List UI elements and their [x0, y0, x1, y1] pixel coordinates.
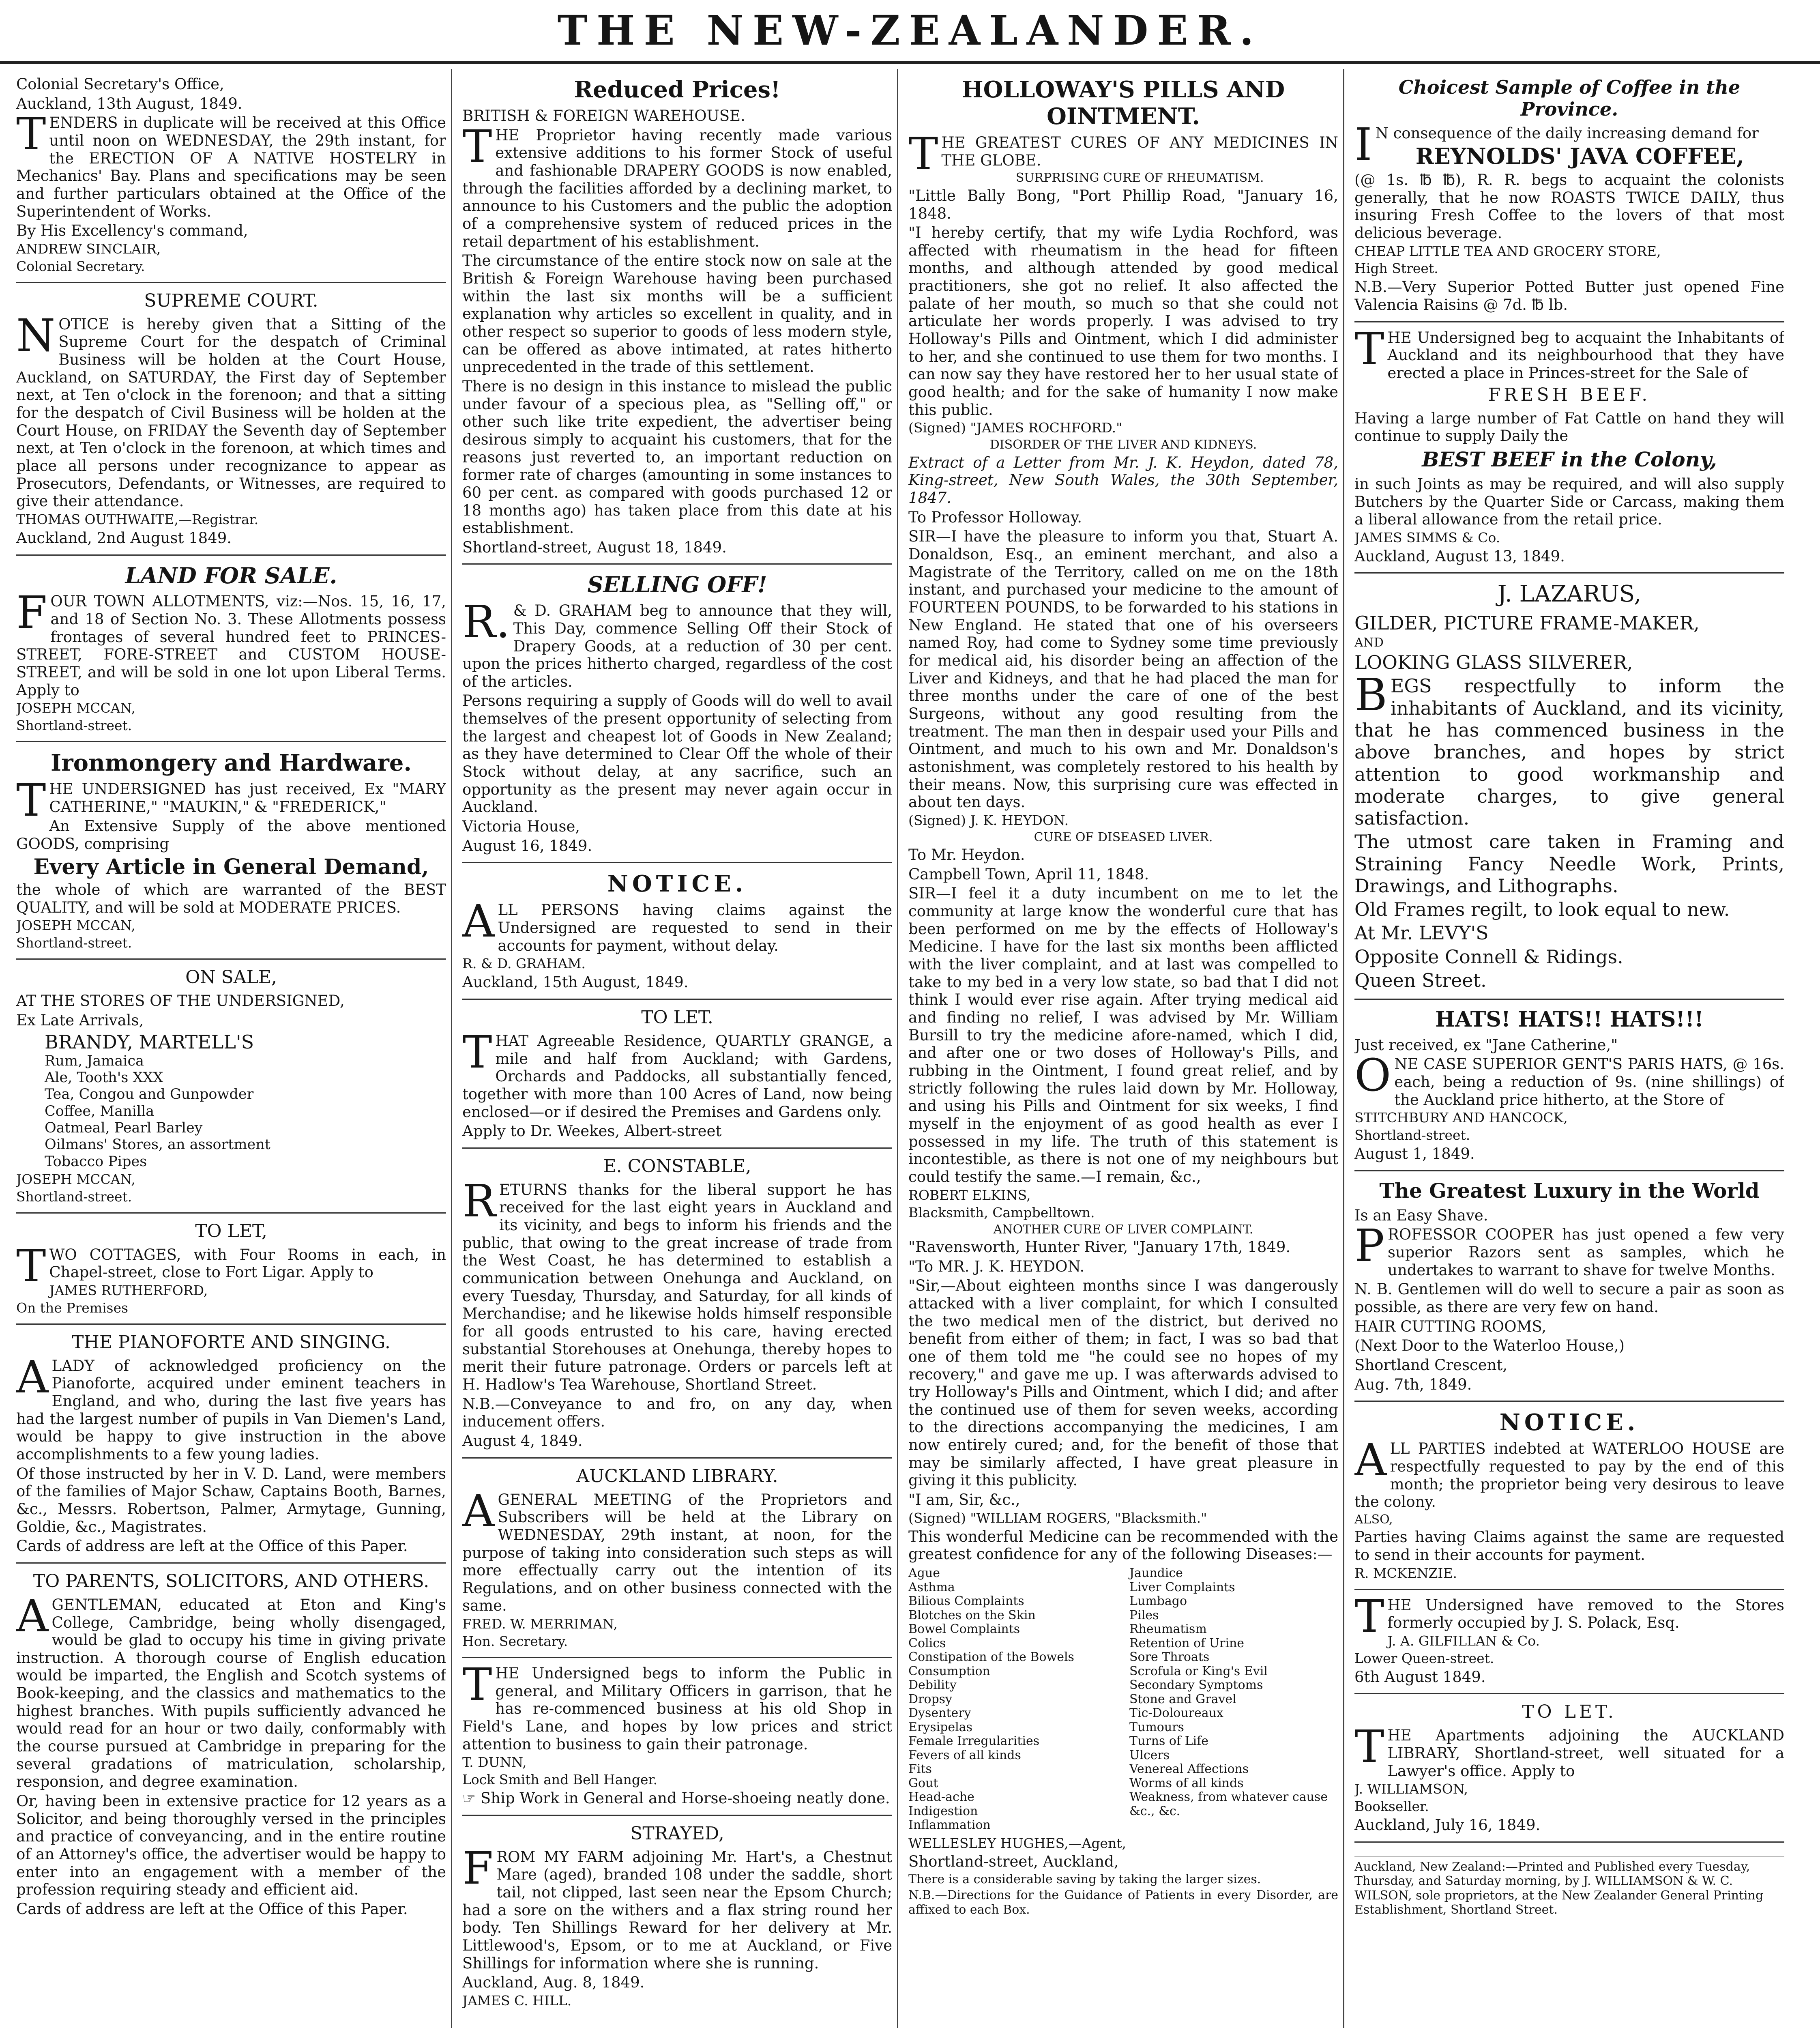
disease-item: Dysentery [908, 1706, 971, 1720]
ad-date: August 16, 1849. [462, 837, 592, 855]
disease-item: Ague [908, 1566, 940, 1580]
ad-notice-graham [462, 863, 892, 1000]
ad-subheading: ALSO, [1354, 1512, 1393, 1527]
ad-address: (Next Door to the Waterloo House,) [1354, 1337, 1625, 1355]
ad-signature: Shortland-street. [16, 718, 132, 734]
ad-date: Auckland, 2nd August 1849. [16, 529, 232, 547]
ad-body: N. B. Gentlemen will do well to secure a pair as soon as possible, as there are very few on hand. [1354, 1280, 1784, 1316]
ad-parents-solicitors [16, 1564, 446, 1925]
ad-date: Auckland, 15th August, 1849. [462, 973, 689, 991]
testimonial-body: "I hereby certify, that my wife Lydia Rochford, was affected with rheumatism in the head for fifteen months, and although attended by good medical practitioners, she got no relief. It also affected the palate of her mouth, so much so that she could not articulate her words properly. I was advised to try Holloway's Pills and Ointment, which I did administer to her, and she continued to use them for two months. I can now say they have restored her to her usual state of good health; and for the sake of humanity I now make this public. [908, 224, 1338, 419]
ad-body: N.B.—Very Superior Potted Butter just opened Fine Valencia Raisins @ 7d. ℔ lb. [1354, 278, 1784, 314]
ad-signature: JAMES RUTHERFORD, [49, 1282, 208, 1298]
ad-date: Auckland, July 16, 1849. [1354, 1816, 1541, 1834]
disease-item: Tumours [1129, 1720, 1184, 1734]
testimonial-signature: ROBERT ELKINS, [908, 1187, 1031, 1203]
note: There is a considerable saving by taking the larger sizes. [908, 1872, 1261, 1887]
ad-holloways [908, 69, 1338, 1924]
ad-supreme-court [16, 283, 446, 556]
ad-body: THAT Agreeable Residence, QUARTLY GRANGE, a mile and half from Auckland; with Gardens, Orchards and Paddocks, all substantially fenced, together with more than 100 Acres of Land, now being enclosed—or if desired the Premises and Gardens only. [462, 1026, 892, 1121]
ad-line: By His Excellency's command, [16, 222, 248, 240]
ad-body: There is no design in this instance to mislead the public under favour of a specious plea, as "Selling off," or other such like trite expedient, the advertiser being desirous simply to acquaint his customers, that for the reasons just reverted to, an important reduction on former rate of charges (amounting in some instances to 60 per cent. as compared with goods purchased 12 or 18 months ago) has taken place from this date at his establishment. [462, 377, 892, 537]
ad-heading: NOTICE. [607, 870, 747, 898]
ad-body: Apply to Dr. Weekes, Albert-street [462, 1122, 722, 1140]
ad-body: TWO COTTAGES, with Four Rooms in each, in Chapel-street, close to Fort Ligar. Apply to [16, 1240, 446, 1292]
ad-heading: STRAYED, [630, 1823, 724, 1844]
list-item: Ale, Tooth's XXX [45, 1070, 163, 1086]
ad-subheading: Ex Late Arrivals, [16, 1011, 144, 1029]
newspaper-title: THE NEW-ZEALANDER. [557, 6, 1263, 54]
ad-signature: JOSEPH MCCAN, [16, 700, 135, 716]
ad-signature: JOSEPH MCCAN, [16, 1171, 135, 1187]
ad-lazarus-gilder [1354, 574, 1784, 1000]
list-item: Oatmeal, Pearl Barley [45, 1119, 203, 1136]
ad-body: FOUR TOWN ALLOTMENTS, viz:—Nos. 15, 16, 17, and 18 of Section No. 3. These Allotments possess frontages of several hundred feet to PRINCES-STREET, FORE-STREET and CUSTOM HOUSE-STREET, and will be sold in one lot upon Liberal Terms. Apply to [16, 586, 446, 699]
disease-item: Ulcers [1129, 1748, 1170, 1762]
disease-item: Indigestion [908, 1804, 978, 1818]
ad-date: Shortland-street, August 18, 1849. [462, 538, 727, 556]
ad-subheading: AT THE STORES OF THE UNDERSIGNED, [16, 992, 345, 1010]
ad-signature: FRED. W. MERRIMAN, [462, 1616, 618, 1632]
ad-java-coffee [1354, 69, 1784, 322]
testimonial-body: SIR—I have the pleasure to inform you that, Stuart A. Donaldson, Esq., an eminent merchant, and also a Magistrate of the Territory, called on me on the 18th instant, and purchased your medicine to the amount of FOURTEEN POUNDS, to be forwarded to his stations in New England. He stated that one of his overseers named Roy, had come to Sydney some time previously for medical aid, his disorder being an affection of the Liver and Kidneys, and that he had placed the man for three months under the care of one of the best Surgeons, without any good resulting from the treatment. The man then in despair used your Pills and Ointment, and much to his own and Mr. Donaldson's astonishment, was completely restored to his health by their means. Now, this surprising cure was effected in about ten days. [908, 528, 1338, 811]
disease-item: &c., &c. [1129, 1804, 1180, 1818]
ad-heading: TO LET. [641, 1007, 713, 1028]
ad-signature: T. DUNN, [462, 1754, 527, 1770]
testimonial-signature: (Signed) "JAMES ROCHFORD." [908, 420, 1122, 436]
ad-heading: SELLING OFF! [587, 571, 767, 598]
disease-item: Venereal Affections [1129, 1762, 1249, 1776]
ad-body: ALL PARTIES indebted at WATERLOO HOUSE are respectfully requested to pay by the end of this month; the proprietor being very desirous to leave the colony. [1354, 1434, 1784, 1511]
ad-auckland-library [462, 1459, 892, 1658]
ad-signature: Lower Queen-street. [1354, 1650, 1494, 1666]
column-rule [1343, 69, 1344, 2028]
disease-item: Rheumatism [1129, 1622, 1207, 1636]
ad-heading: Choicest Sample of Coffee in the Province. [1398, 76, 1741, 120]
ad-display-line: Every Article in General Demand, [33, 854, 429, 879]
list-item: Coffee, Manilla [45, 1103, 155, 1119]
testimonial-heading: DISORDER OF THE LIVER AND KIDNEYS. [989, 438, 1257, 452]
ad-heading: SUPREME COURT. [144, 290, 318, 311]
ad-body: THE Undersigned begs to inform the Public in general, and Military Officers in garrison, that he has re-commenced business at his old Shop in Field's Lane, and hopes by low prices and strict attention to business to gain their patronage. [462, 1658, 892, 1753]
ad-notice-waterloo [1354, 1402, 1784, 1590]
disease-item: Liver Complaints [1129, 1580, 1235, 1594]
ad-heading: Ironmongery and Hardware. [50, 750, 412, 777]
ad-body: Of those instructed by her in V. D. Land, were members of the families of Major Schaw, Captains Booth, Barnes, &c., Messrs. Robertson, Palmer, Armytage, Gunning, Goldie, &c., Magistrates. [16, 1465, 446, 1536]
ad-to-let-cottages [16, 1214, 446, 1325]
ad-subheading: LOOKING GLASS SILVERER, [1354, 651, 1633, 674]
ad-body: FROM MY FARM adjoining Mr. Hart's, a Chestnut Mare (aged), branded 108 under the saddle, short tail, not clipped, last seen near the Epsom Church; had a sore on the withers and a flax string round her body. Ten Shillings Reward for her delivery at Mr. Littlewood's, Epsom, or to me at Auckland, or Five Shillings for information where she is running. [462, 1842, 892, 1972]
column-2 [462, 69, 892, 2028]
ad-body: An Extensive Supply of the above mentioned GOODS, comprising [16, 817, 446, 853]
ad-body: ☞ Ship Work in General and Horse-shoeing neatly done. [462, 1790, 890, 1807]
disease-item: Tic-Doloureaux [1129, 1706, 1223, 1720]
testimonial-close: "I am, Sir, &c., [908, 1491, 1020, 1509]
disease-item: Sore Throats [1129, 1650, 1210, 1664]
testimonial-address: Campbell Town, April 11, 1848. [908, 865, 1149, 883]
ad-signature: JOSEPH MCCAN, [16, 917, 135, 934]
ad-body: THE Undersigned have removed to the Stores formerly occupied by J. S. Polack, Esq. [1354, 1590, 1784, 1642]
ad-selling-off [462, 565, 892, 863]
disease-item: Turns of Life [1129, 1734, 1208, 1748]
ad-display-line: BEST BEEF in the Colony, [1422, 447, 1717, 471]
ad-signature: THOMAS OUTHWAITE,—Registrar. [16, 511, 259, 527]
disease-item: Lumbago [1129, 1594, 1187, 1608]
testimonial-address: "Little Bally Bong, "Port Phillip Road, "January 16, 1848. [908, 187, 1338, 222]
ad-body: The utmost care taken in Framing and Straining Fancy Needle Work, Prints, Drawings, and Lithographs. [1354, 831, 1784, 897]
testimonial-intro: Extract of a Letter from Mr. J. K. Heydon, dated 78, King-street, New South Wales, the 30th September, 1847. [908, 453, 1338, 507]
disease-item: Debility [908, 1678, 957, 1692]
disease-item: Weakness, from whatever cause [1129, 1790, 1328, 1804]
masthead [0, 0, 1820, 64]
disease-item: Retention of Urine [1129, 1636, 1245, 1650]
ad-body: ALL PERSONS having claims against the Undersigned are requested to send in their accounts for payment, without delay. [462, 895, 892, 954]
ad-date: Auckland, August 13, 1849. [1354, 547, 1565, 565]
ad-body: N.B.—Conveyance to and fro, on any day, when inducement offers. [462, 1395, 892, 1431]
ad-body: Old Frames regilt, to look equal to new. [1354, 898, 1730, 921]
ad-subheading: GILDER, PICTURE FRAME-MAKER, [1354, 612, 1700, 634]
ad-signature: Shortland-street. [16, 935, 132, 951]
disease-item: Stone and Gravel [1129, 1692, 1236, 1706]
list-item: BRANDY, MARTELL'S [45, 1031, 254, 1053]
ad-heading: Reduced Prices! [574, 76, 781, 103]
ad-body: Having a large number of Fat Cattle on hand they will continue to supply Daily the [1354, 409, 1784, 445]
goods-list [16, 1031, 446, 1170]
ad-date: Aug. 7th, 1849. [1354, 1375, 1472, 1393]
ad-date: Auckland, Aug. 8, 1849. [462, 1974, 645, 1991]
ad-address: At Mr. LEVY'S [1354, 922, 1489, 944]
ad-subheading: BRITISH & FOREIGN WAREHOUSE. [462, 107, 745, 125]
testimonial-signature: (Signed) J. K. HEYDON. [908, 812, 1069, 828]
ad-land-for-sale [16, 556, 446, 743]
ad-signature: High Street. [1354, 260, 1438, 277]
disease-item: Dropsy [908, 1692, 953, 1706]
testimonial-heading: CURE OF DISEASED LIVER. [1034, 830, 1213, 844]
ad-body: Cards of address are left at the Office of this Paper. [16, 1537, 408, 1555]
ad-ironmongery [16, 742, 446, 960]
diseases-intro: This wonderful Medicine can be recommended with the greatest confidence for any of the following Diseases:— [908, 1527, 1338, 1563]
ad-body: ALADY of acknowledged proficiency on the Pianoforte, acquired under eminent teachers in England, and who, during the last five years has had the largest number of pupils in Van Diemen's Land, would be happy to give instruction in the above accomplishments to a few young ladies. [16, 1351, 446, 1463]
ad-signature: Bookseller. [1354, 1798, 1429, 1815]
ad-date: 6th August 1849. [1354, 1668, 1486, 1686]
ad-body: Cards of address are left at the Office of this Paper. [16, 1900, 408, 1918]
ad-heading: NOTICE. [1499, 1409, 1640, 1436]
testimonial-heading: ANOTHER CURE OF LIVER COMPLAINT. [993, 1222, 1253, 1237]
testimonial-address: "Ravensworth, Hunter River, "January 17th, 1849. [908, 1238, 1291, 1256]
testimonial-signature: (Signed) "WILLIAM ROGERS, "Blacksmith." [908, 1510, 1207, 1526]
testimonial-body: "Sir,—About eighteen months since I was dangerously attacked with a liver complaint, for which I consulted the two medical men of the district, but derived no benefit from either of them; in fact, I was so bad that one of them told me "he could see no hopes of my recovery," and gave me up. I was afterwards advised to try Holloway's Pills and Ointment, which I did; and after the continued use of them for seven weeks, according to the directions accompanying the medicines, I am now entirely cured; and, for the benefit of those that may be similarly affected, I have great pleasure in giving it this publicity. [908, 1277, 1338, 1489]
disease-item: Bilious Complaints [908, 1594, 1024, 1608]
ad-body: the whole of which are warranted of the BEST QUALITY, and will be sold at MODERATE PRICES. [16, 881, 446, 916]
ad-hats [1354, 1000, 1784, 1171]
ad-date: Auckland, 13th August, 1849. [16, 95, 243, 112]
ad-heading: THE PIANOFORTE AND SINGING. [72, 1332, 391, 1353]
ad-subheading: Is an Easy Shave. [1354, 1206, 1488, 1224]
agent-address: Shortland-street, Auckland, [908, 1853, 1119, 1871]
ad-heading: HOLLOWAY'S PILLS AND OINTMENT. [962, 76, 1285, 130]
ad-signature: R. MCKENZIE. [1354, 1565, 1457, 1581]
ad-body: R.& D. GRAHAM beg to announce that they will, This Day, commence Selling Off their Stock of Drapery Goods, at a reduction of 30 per cent. upon the prices hitherto charged, regardless of the cost of the articles. [462, 596, 892, 690]
ad-heading: AUCKLAND LIBRARY. [576, 1465, 778, 1487]
disease-item: Consumption [908, 1664, 990, 1678]
ad-gilfillan [1354, 1590, 1784, 1695]
ad-heading: The Greatest Luxury in the World [1379, 1178, 1760, 1203]
ad-address: HAIR CUTTING ROOMS, [1354, 1317, 1547, 1335]
ad-heading: HATS! HATS!! HATS!!! [1435, 1007, 1704, 1032]
printer-imprint: Auckland, New Zealand:—Printed and Published every Tuesday, Thursday, and Saturday morning, by J. WILLIAMSON & W. C. WILSON, sole proprietors, at the New Zealander General Printing Establishment, Shortland Street. [1354, 1855, 1784, 1917]
ad-heading: J. LAZARUS, [1497, 581, 1642, 608]
testimonial-heading: SURPRISING CURE OF RHEUMATISM. [1015, 171, 1264, 185]
ad-heading: ON SALE, [185, 967, 277, 988]
ad-body: PROFESSOR COOPER has just opened a few very superior Razors sent as samples, which he undertakes to warrant to shave for twelve Months. [1354, 1220, 1784, 1279]
ad-signature: R. & D. GRAHAM. [462, 956, 586, 972]
ad-signature: CHEAP LITTLE TEA AND GROCERY STORE, [1354, 243, 1661, 259]
ad-signature: STITCHBURY AND HANCOCK, [1354, 1110, 1568, 1126]
ad-address: Shortland Crescent, [1354, 1356, 1508, 1374]
testimonial-address: To Mr. Heydon. [908, 846, 1025, 864]
agent-signature: WELLESLEY HUGHES,—Agent, [908, 1835, 1127, 1851]
testimonial-address: To Professor Holloway. [908, 508, 1082, 526]
ad-date: August 4, 1849. [462, 1432, 583, 1450]
ad-pianoforte [16, 1325, 446, 1564]
ad-easy-shave [1354, 1171, 1784, 1402]
ad-subheading: AND [1354, 635, 1384, 650]
ad-body: AGENERAL MEETING of the Proprietors and Subscribers will be held at the Library on WEDNESDAY, 29th instant, at noon, for the purpose of taking into consideration such steps as will more effectually carry out the intention of its Regulations, and on other business connected with the same. [462, 1484, 892, 1615]
column-rule [897, 69, 898, 2028]
disease-item: Fits [908, 1762, 932, 1776]
ad-body: Parties having Claims against the same are requested to send in their accounts for payment. [1354, 1528, 1784, 1564]
disease-item: Piles [1129, 1608, 1159, 1622]
disease-item: Bowel Complaints [908, 1622, 1020, 1636]
testimonial-address: "To MR. J. K. HEYDON. [908, 1257, 1085, 1275]
ad-on-sale [16, 960, 446, 1213]
ad-body: RETURNS thanks for the liberal support he has received for the last eight years in Auckland and its vicinity, and begs to inform his friends and the public, that owing to the great increase of trade from the West Coast, he has determined to establish a communication between Onehunga and Auckland, on every Tuesday, Thursday, and Saturday, for all kinds of Merchandise; and he likewise holds himself responsible for all goods entrusted to his care, having erected substantial Storehouses at Onehunga, thereby hopes to merit their future patronage. Orders or parcels left at H. Hadlow's Tea Warehouse, Shortland Street. [462, 1175, 892, 1393]
disease-item: Head-ache [908, 1790, 974, 1804]
note: N.B.—Directions for the Guidance of Patients in every Disorder, are affixed to each Box. [908, 1888, 1338, 1917]
ad-body: NOTICE is hereby given that a Sitting of the Supreme Court for the despatch of Criminal Business will be holden at the Court House, Auckland, on SATURDAY, the First day of September next, at Ten o'clock in the forenoon; and that a sitting for the despatch of Civil Business will be holden at the Court House, on FRIDAY the Seventh day of September next, at Ten o'clock in the forenoon, at which times and place all persons under recognizance to appear as Prosecutors, Defendants, or Witnesses, are required to give their attendance. [16, 309, 446, 510]
disease-item: Jaundice [1129, 1566, 1183, 1580]
ad-body: THE UNDERSIGNED has just received, Ex "MARY CATHERINE," "MAUKIN," & "FREDERICK," [16, 774, 446, 827]
ad-signature: Shortland-street. [16, 1188, 132, 1205]
ad-body: in such Joints as may be required, and will also supply Butchers by the Quarter Side or Carcass, making them a liberal allowance from the retail price. [1354, 475, 1784, 528]
column-1 [16, 69, 446, 2028]
list-item: Tea, Congou and Gunpowder [45, 1086, 254, 1103]
ad-display-line: FRESH BEEF. [1488, 384, 1651, 405]
list-item: Rum, Jamaica [45, 1053, 144, 1069]
ad-body: TENDERS in duplicate will be received at this Office until noon on WEDNESDAY, the 29th instant, for the ERECTION OF A NATIVE HOSTELRY in Mechanics' Bay. Plans and specifications may be seen and further particulars obtained at the Office of the Superintendent of Works. [16, 108, 446, 220]
disease-item: Blotches on the Skin [908, 1608, 1036, 1622]
ad-address: Victoria House, [462, 818, 580, 836]
ad-signature: Shortland-street. [1354, 1127, 1470, 1143]
ad-heading: TO PARENTS, SOLICITORS, AND OTHERS. [33, 1570, 429, 1592]
disease-item: Fevers of all kinds [908, 1748, 1021, 1762]
ad-signature: Hon. Secretary. [462, 1633, 568, 1650]
ad-display-line: REYNOLDS' JAVA COFFEE, [1415, 143, 1744, 170]
ad-address: Opposite Connell & Ridings. [1354, 945, 1623, 968]
ad-to-let-grange [462, 1000, 892, 1149]
list-item: Oilmans' Stores, an assortment [45, 1136, 270, 1153]
ad-body: BEGS respectfully to inform the inhabitants of Auckland, and its vicinity, that he has commenced business in the above branches, and hopes by strict attention to good workmanship and moderate charges, to give general satisfaction. [1354, 669, 1784, 829]
ad-signature: JAMES SIMMS & Co. [1354, 529, 1500, 546]
list-item: Tobacco Pipes [45, 1153, 147, 1170]
disease-item: Inflammation [908, 1818, 991, 1832]
diseases-list [908, 1566, 1338, 1833]
column-4 [1354, 69, 1784, 2028]
ad-heading: TO LET. [1522, 1701, 1617, 1723]
ad-body: THE Proprietor having recently made various extensive additions to his former Stock of useful and fashionable DRAPERY GOODS is now enabled, through the facilities afforded by a declining market, to announce to his Customers and the public the adoption of a comprehensive system of reduced prices in the retail department of his establishment. [462, 120, 892, 250]
ad-heading: LAND FOR SALE. [125, 562, 337, 589]
ad-signature: ANDREW SINCLAIR, [16, 241, 161, 257]
column-3 [908, 69, 1338, 2028]
disease-item: Secondary Symptoms [1129, 1678, 1263, 1692]
ad-strayed [462, 1816, 892, 2016]
disease-item: Asthma [908, 1580, 955, 1594]
ad-signature: JAMES C. HILL. [462, 1992, 572, 2009]
ad-body: THE Apartments adjoining the AUCKLAND LIBRARY, Shortland-street, well situated for a Lawyer's office. Apply to [1354, 1721, 1784, 1780]
ad-native-hostelry-tender [16, 69, 446, 283]
ad-body: (@ 1s. ℔ ℔), R. R. begs to acquaint the colonists generally, that he now ROASTS TWICE DAILY, thus insuring Fresh Coffee to the lovers of that most delicious beverage. [1354, 171, 1784, 242]
ad-signature: Colonial Secretary. [16, 258, 145, 274]
disease-item: Constipation of the Bowels [908, 1650, 1074, 1664]
ad-body: Or, having been in extensive practice for 12 years as a Solicitor, and being thoroughly versed in the principles and practice of conveyancing, and in the entire routine of an Attorney's office, the advertiser would be happy to enter into an engagement with a member of the profession requiring steady and efficient aid. [16, 1792, 446, 1899]
ad-heading: E. CONSTABLE, [603, 1156, 751, 1177]
disease-item: Female Irregularities [908, 1734, 1040, 1748]
ad-locksmith [462, 1658, 892, 1816]
ad-body: AGENTLEMAN, educated at Eton and King's College, Cambridge, being wholly disengaged, would be glad to occupy his time in giving private instruction. A thorough course of English education would be imparted, the English and Scotch systems of Book-keeping, and the classics and mathematics to the highest branches. With pupils sufficiently advanced he would read for an hour or two daily, conformably with the course pursued at Cambridge in preparing for the several gradations of matriculation, scholarship, responsion, and degree examination. [16, 1590, 446, 1791]
ad-to-let-apartments [1354, 1694, 1784, 1842]
ad-subheading: THE GREATEST CURES OF ANY MEDICINES IN THE GLOBE. [908, 128, 1338, 180]
ad-constable [462, 1149, 892, 1459]
testimonial-signature: Blacksmith, Campbelltown. [908, 1204, 1095, 1220]
ad-body: Persons requiring a supply of Goods will do well to avail themselves of the present opportunity of selecting from the largest and cheapest lot of Goods in New Zealand; as they have determined to Clear Off the whole of their Stock without delay, at any sacrifice, such an opportunity as the present may never again occur in Auckland. [462, 692, 892, 816]
disease-item: Gout [908, 1776, 938, 1790]
testimonial-body: SIR—I feel it a duty incumbent on me to let the community at large know the wonderful cure that has been performed on me by the effects of Holloway's Medicine. I have for the last six months been afflicted with the liver complaint, and at last was compelled to take to my bed in a very low state, so bad that I did not think I would ever rise again. After trying medical aid and finding no relief, I was advised by Mr. William Bursill to try the medicine afore-named, which I did, and after one or two doses of Holloway's Pills, and rubbing in the Ointment, I found great relief, and by strictly following the rules laid down by Mr. Holloway, and using his Pills and Ointment for six weeks, I find myself in the enjoyment of as good health as ever I possessed in my life. The truth of this statement is incontestible, as there is not one of my neighbours but could testify the same.—I remain, &c., [908, 885, 1338, 1186]
ad-body: ONE CASE SUPERIOR GENT'S PARIS HATS, @ 16s. each, being a reduction of 9s. (nine shillings) of the Auckland price hitherto, at the Store of [1354, 1049, 1784, 1109]
ad-subheading: Just received, ex "Jane Catherine," [1354, 1036, 1618, 1054]
ad-line: Colonial Secretary's Office, [16, 75, 224, 93]
disease-item: Colics [908, 1636, 946, 1650]
ad-date: August 1, 1849. [1354, 1145, 1475, 1163]
ad-fresh-beef [1354, 322, 1784, 574]
disease-item: Erysipelas [908, 1720, 973, 1734]
ad-address: Queen Street. [1354, 969, 1487, 991]
ad-body: IN consequence of the daily increasing demand for [1354, 118, 1759, 170]
ad-body: The circumstance of the entire stock now on sale at the British & Foreign Warehouse having been purchased within the last six months will be a sufficient explanation why articles so excellent in quality, and in other respect so superior to goods of less modern style, can be offered as above intimated, at rates hitherto unprecedented in the trade of this settlement. [462, 252, 892, 376]
ad-signature: J. A. GILFILLAN & Co. [1387, 1633, 1540, 1649]
ad-signature: J. WILLIAMSON, [1354, 1781, 1468, 1797]
ad-body: THE Undersigned beg to acquaint the Inhabitants of Auckland and its neighbourhood that they have erected a place in Princes-street for the Sale of [1354, 322, 1784, 382]
ad-heading: TO LET, [195, 1220, 267, 1242]
ad-signature: Lock Smith and Bell Hanger. [462, 1772, 658, 1788]
disease-item: Worms of all kinds [1129, 1776, 1244, 1790]
disease-item: Scrofula or King's Evil [1129, 1664, 1268, 1678]
ad-reduced-prices [462, 69, 892, 565]
ad-signature: On the Premises [16, 1300, 129, 1316]
column-rule [451, 69, 452, 2028]
